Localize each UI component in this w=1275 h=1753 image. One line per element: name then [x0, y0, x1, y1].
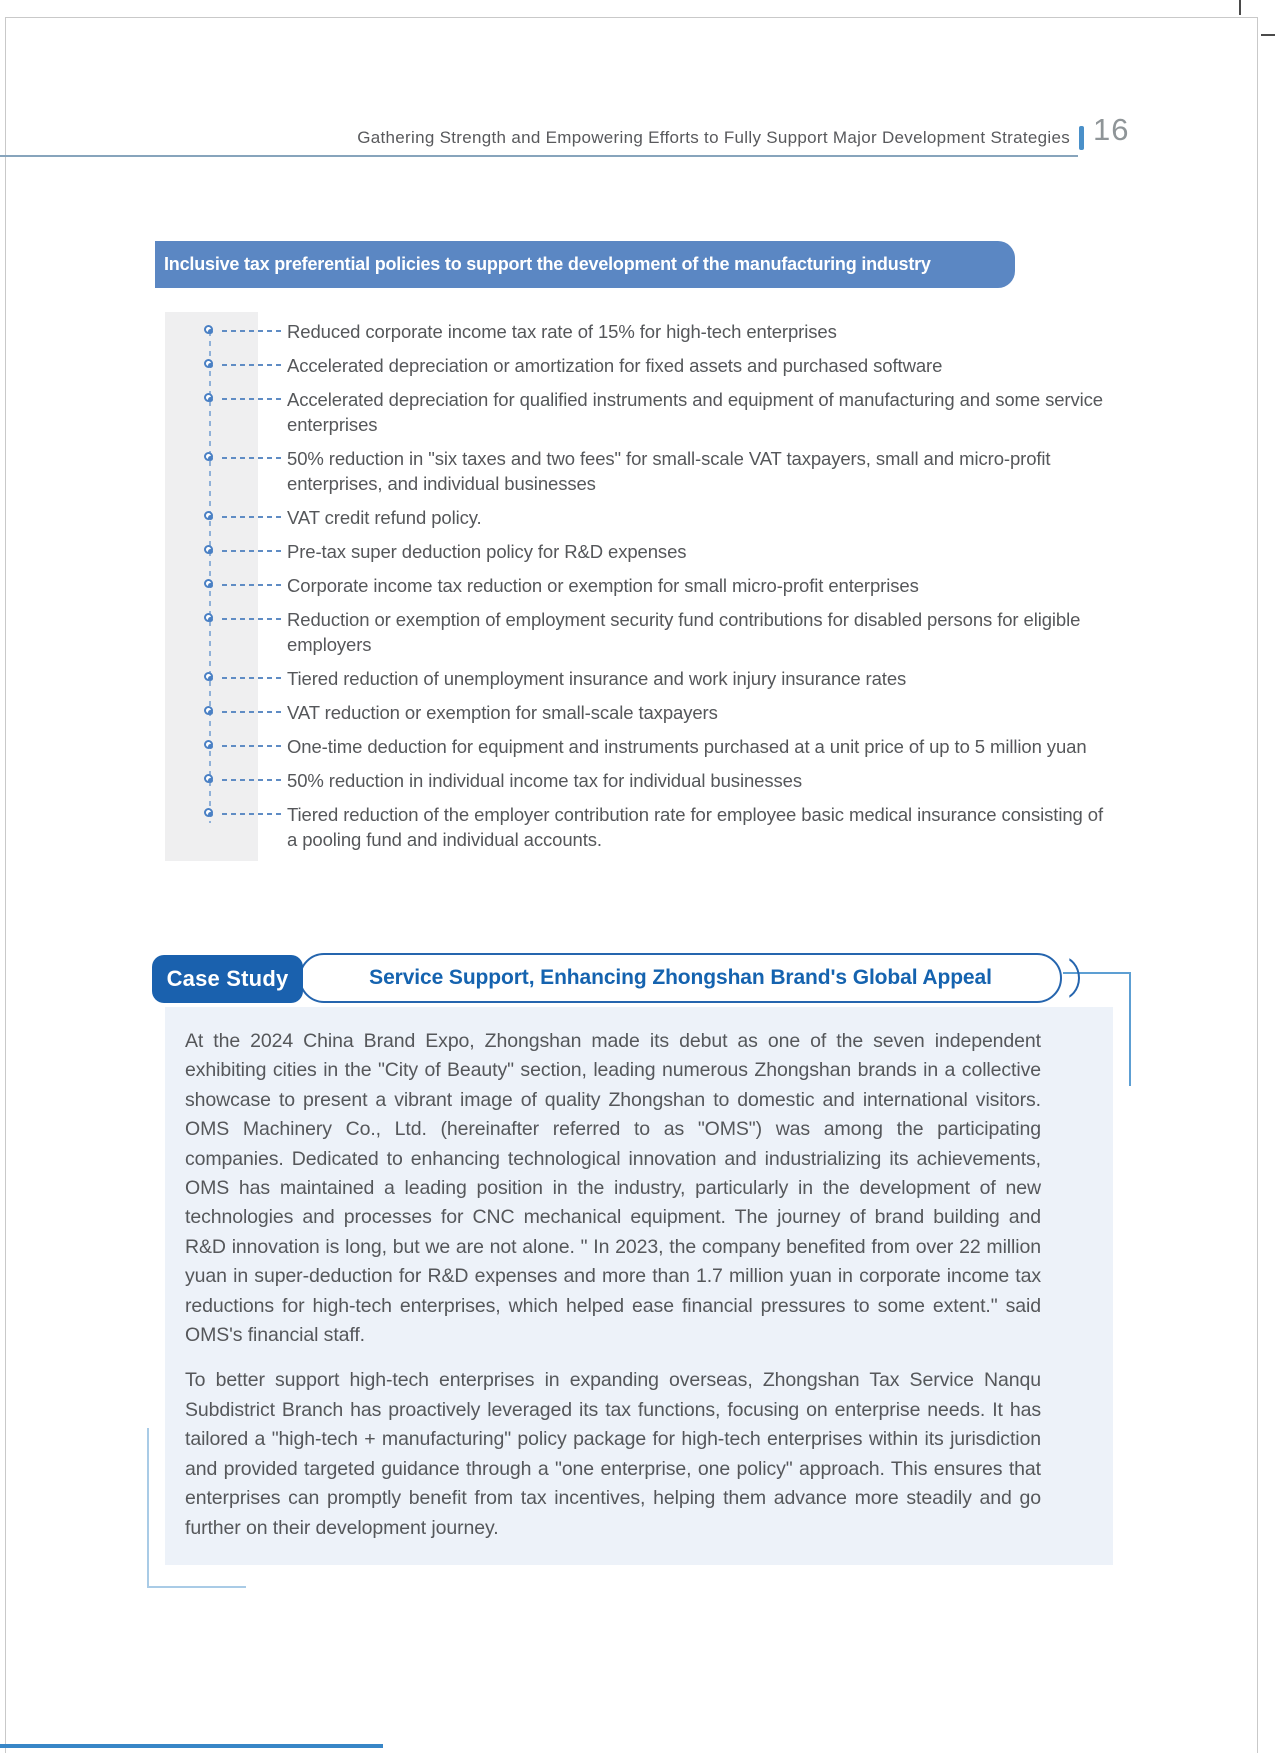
case-study-paragraph: At the 2024 China Brand Expo, Zhongshan made its debut as one of the seven independent exhibiting cities in the "City of Beauty" section, leading numerous Zhongshan brands in a collective showcase to present a vibrant image of quality Zhongshan to domestic and international visitors. OMS Machinery Co., Ltd. (hereinafter referred to as "OMS") was among the participating companies. Dedicated to enhancing technological innovation and industrializing its achievements, OMS has maintained a leading position in the industry, particularly in the development of new technologies and processes for CNC mechanical equipment. The journey of brand building and R&D innovation is long, but we are not alone. " In 2023, the company benefited from over 22 million yuan in super-deduction for R&D expenses and more than 1.7 million yuan in corporate income tax reductions for high-tech enterprises, which helped ease financial pressures to some extent." said OMS's financial staff.	[185, 1030, 1041, 1347]
crop-mark	[1261, 34, 1275, 36]
bullet-circle-icon	[204, 672, 213, 681]
bullet-circle-icon	[204, 740, 213, 749]
case-study-paragraph: To better support high-tech enterprises in expanding overseas, Zhongshan Tax Service Nanqu Subdistrict Branch has proactively leveraged its tax functions, focusing on enterprise needs. It has tailored a "high-tech + manufacturing" policy package for high-tech enterprises within its jurisdiction and provided targeted guidance through a "one enterprise, one policy" approach. This ensures that enterprises can promptly benefit from tax incentives, helping them advance more steadily and go further on their development journey.	[185, 1369, 1041, 1539]
list-item-text: Corporate income tax reduction or exemption for small micro-profit enterprises	[287, 575, 919, 596]
dashed-leader-icon	[222, 364, 284, 366]
list-marker	[165, 353, 287, 378]
dashed-leader-icon	[222, 711, 284, 713]
list-item-text: Reduction or exemption of employment security fund contributions for disabled persons for eligible employers	[287, 609, 1081, 655]
list-item-text: 50% reduction in individual income tax for individual businesses	[287, 770, 802, 791]
dashed-leader-icon	[222, 618, 284, 620]
dashed-leader-icon	[222, 457, 284, 459]
list-item-text: 50% reduction in "six taxes and two fees" for small-scale VAT taxpayers, small and micro-profit enterprises, and individual businesses	[287, 448, 1051, 494]
list-item	[165, 607, 1110, 657]
list-item-text: Tiered reduction of the employer contribution rate for employee basic medical insurance consisting of a pooling fund and individual accounts.	[287, 804, 1103, 850]
bullet-circle-icon	[204, 511, 213, 520]
dashed-leader-icon	[222, 745, 284, 747]
list-item-text: Tiered reduction of unemployment insurance and work injury insurance rates	[287, 668, 907, 689]
case-study-badge: Case Study	[152, 955, 303, 1003]
list-marker	[165, 505, 287, 530]
footer-accent-line	[0, 1744, 383, 1748]
list-item-text: Accelerated depreciation for qualified instruments and equipment of manufacturing and some service enterprises	[287, 389, 1103, 435]
dashed-leader-icon	[222, 398, 284, 400]
list-item-text: VAT reduction or exemption for small-scale taxpayers	[287, 702, 718, 723]
list-marker	[165, 387, 287, 412]
list-item-text: Accelerated depreciation or amortization for fixed assets and purchased software	[287, 355, 943, 376]
bullet-circle-icon	[204, 774, 213, 783]
bullet-circle-icon	[204, 613, 213, 622]
list-item	[165, 505, 1110, 530]
policy-list	[165, 312, 1110, 861]
dashed-leader-icon	[222, 677, 284, 679]
list-item	[165, 573, 1110, 598]
bullet-circle-icon	[204, 579, 213, 588]
list-marker	[165, 666, 287, 691]
bullet-circle-icon	[204, 808, 213, 817]
list-item	[165, 700, 1110, 725]
list-marker	[165, 607, 287, 632]
case-study-title: Service Support, Enhancing Zhongshan Brand's Global Appeal	[299, 953, 1062, 1003]
list-marker	[165, 768, 287, 793]
list-marker	[165, 802, 287, 827]
header-rule	[0, 155, 1078, 157]
section-banner: Inclusive tax preferential policies to support the development of the manufacturing industry	[155, 241, 1015, 288]
list-marker	[165, 319, 287, 344]
list-item-text: VAT credit refund policy.	[287, 507, 482, 528]
list-item	[165, 768, 1110, 793]
list-item	[165, 446, 1110, 496]
header-title: Gathering Strength and Empowering Efforts to Fully Support Major Development Strategies	[357, 128, 1070, 147]
list-marker	[165, 700, 287, 725]
list-item-text: One-time deduction for equipment and instruments purchased at a unit price of up to 5 million yuan	[287, 736, 1087, 757]
list-marker	[165, 539, 287, 564]
decorative-line	[147, 1428, 149, 1588]
dashed-leader-icon	[222, 550, 284, 552]
dashed-leader-icon	[222, 584, 284, 586]
list-item-text: Pre-tax super deduction policy for R&D expenses	[287, 541, 687, 562]
dashed-leader-icon	[222, 330, 284, 332]
page-number-separator	[1079, 126, 1084, 150]
dashed-leader-icon	[222, 779, 284, 781]
list-item	[165, 802, 1110, 852]
list-item	[165, 353, 1110, 378]
list-marker	[165, 734, 287, 759]
bullet-circle-icon	[204, 359, 213, 368]
list-item-text: Reduced corporate income tax rate of 15% for high-tech enterprises	[287, 321, 837, 342]
list-item	[165, 539, 1110, 564]
list-item	[165, 319, 1110, 344]
decorative-line	[1129, 972, 1131, 1086]
list-marker	[165, 446, 287, 471]
bullet-circle-icon	[204, 325, 213, 334]
bullet-circle-icon	[204, 452, 213, 461]
bullet-circle-icon	[204, 393, 213, 402]
crop-mark	[1239, 0, 1241, 15]
bullet-circle-icon	[204, 706, 213, 715]
list-item	[165, 387, 1110, 437]
page-number: 16	[1093, 112, 1130, 147]
dashed-leader-icon	[222, 516, 284, 518]
list-item	[165, 666, 1110, 691]
list-marker	[165, 573, 287, 598]
decorative-line	[147, 1586, 246, 1588]
bullet-circle-icon	[204, 545, 213, 554]
dashed-leader-icon	[222, 813, 284, 815]
case-study-panel	[165, 1007, 1113, 1565]
list-item	[165, 734, 1110, 759]
